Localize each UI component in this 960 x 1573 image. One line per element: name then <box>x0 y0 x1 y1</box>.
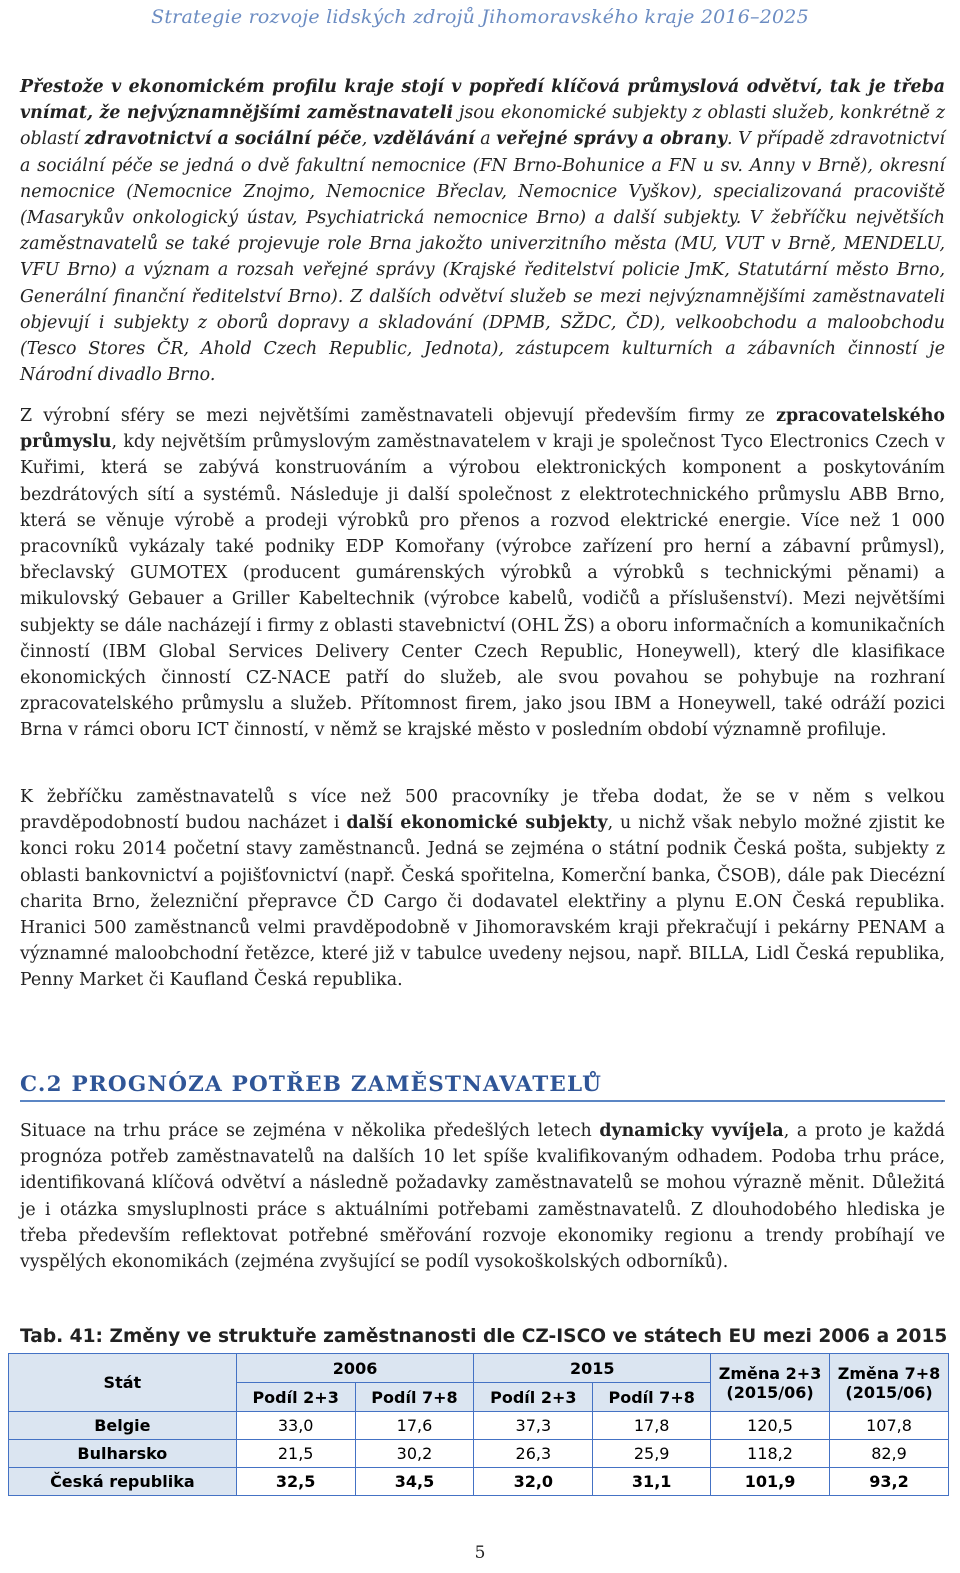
header-2006: 2006 <box>236 1354 474 1383</box>
table-cell: 30,2 <box>355 1440 474 1468</box>
body-text: Z výrobní sféry se mezi největšími zaměstnavateli objevují především firmy ze <box>20 406 777 426</box>
body-text: jsou ekonomické subjekty z oblasti služeb, konkrétně z oblastí <box>20 103 945 150</box>
body-text: , u nichž však nebylo možné zjistit ke konci roku 2014 početní stavy zaměstnanců. Jedná se zejména o státní podnik Česká pošta, subjekty z oblasti bankovnictví a pojišťovnictví (např. Česká spořitelna, Komerční banka, ČSOB), dále pak Diecézní charita Brno, železniční přepravce ČD Cargo či dodavatel elektřiny a plynu E.ON Česká republika. Hranici 500 zaměstnanců velmi pravděpodobně v Jihomoravském kraji překračují i pekárny PENAM a významné maloobchodní řetězce, které již v tabulce uvedeny nejsou, např. BILLA, Lidl Česká republika, Penny Market či Kaufland Česká republika. <box>20 813 945 991</box>
emphasis-text: vzdělávání <box>372 129 475 150</box>
emphasis-text: veřejné správy a obrany <box>496 129 727 150</box>
paragraph-manufacturing-employers <box>20 403 945 744</box>
header-share-78-2015: Podíl 7+8 <box>593 1383 711 1412</box>
row-country: Bulharsko <box>9 1440 237 1468</box>
body-text: , a proto je každá prognóza potřeb zaměstnavatelů na dalších 10 let spíše kvalifikovaným odhadem. Podoba trhu práce, identifikovaná klíčová odvětví a následně požadavky zaměstnavatelů se mohou výrazně měnit. Důležitá je i otázka smysluplnosti práce s aktuálními potřebami zaměstnavatelů. Z dlouhodobého hlediska je třeba především reflektovat potřebné směřování rozvoje ekonomiky regionu a trendy probíhají ve vyspělých ekonomikách (zejména zvyšující se podíl vysokoškolských odborníků). <box>20 1121 946 1273</box>
header-line: (2015/06) <box>726 1382 814 1402</box>
table-row <box>9 1440 949 1468</box>
table-cell: 33,0 <box>236 1412 355 1440</box>
table-cell: 34,5 <box>355 1468 474 1496</box>
header-change-23 <box>711 1354 830 1412</box>
table-cell: 107,8 <box>830 1412 949 1440</box>
table-cell: 32,0 <box>474 1468 593 1496</box>
table-cell: 118,2 <box>711 1440 830 1468</box>
section-heading: C.2 PROGNÓZA POTŘEB ZAMĚSTNAVATELŮ <box>20 1072 603 1097</box>
header-share-23-2015: Podíl 2+3 <box>474 1383 593 1412</box>
body-text: . V případě zdravotnictví a sociální péče se jedná o dvě fakultní nemocnice (FN Brno-Bohunice a FN u sv. Anny v Brně), okresní nemocnice (Nemocnice Znojmo, Nemocnice Břeclav, Nemocnice Vyškov), specializovaná pracoviště (Masarykův onkologický ústav, Psychiatrická nemocnice Brno) a další subjekty. V žebříčku největších zaměstnavatelů se také projevuje role Brna jakožto univerzitního města (MU, VUT v Brně, MENDELU, VFU Brno) a význam a rozsah veřejné správy (Krajské ředitelství policie JmK, Statutární město Brno, Generální finanční ředitelství Brno). Z dalších odvětví služeb se mezi nejvýznamnějšími zaměstnavateli objevují i subjekty z oborů dopravy a skladování (DPMB, SŽDC, ČD), velkoobchodu a maloobchodu (Tesco Stores ČR, Ahold Czech Republic, Jednota), zástupcem kulturních a zábavních činností je Národní divadlo Brno. <box>20 129 945 386</box>
body-text: a <box>474 129 497 150</box>
paragraph-labour-market-forecast <box>20 1118 945 1275</box>
table-cell: 31,1 <box>593 1468 711 1496</box>
table-cell: 37,3 <box>474 1412 593 1440</box>
table-cell: 93,2 <box>830 1468 949 1496</box>
table-cell: 101,9 <box>711 1468 830 1496</box>
paragraph-other-economic-subjects <box>20 784 945 994</box>
row-country: Česká republika <box>9 1468 237 1496</box>
header-line: Změna 2+3 <box>718 1363 822 1383</box>
table-cell: 17,8 <box>593 1412 711 1440</box>
table-caption: Tab. 41: Změny ve struktuře zaměstnanosti dle CZ-ISCO ve státech EU mezi 2006 a 2015 <box>20 1326 948 1347</box>
body-text: , kdy největším průmyslovým zaměstnavatelem v kraji je společnost Tyco Electronics Czech v Kuřimi, která se zabývá konstruováním a výrobou elektronických komponent a poskytováním bezdrátových sítí a systémů. Následuje ji další společnost z elektrotechnického průmyslu ABB Brno, která se věnuje výrobě a prodeji výrobků pro přenos a rozvod elektrické energie. Více než 1 000 pracovníků vykázaly také podniky EDP Komořany (výrobce zařízení pro herní a zábavní průmysl), břeclavský GUMOTEX (producent gumárenských výrobků a výrobků s technickými pěnami) a mikulovský Gebauer a Griller Kabeltechnik (výrobce kabelů, vodičů a příslušenství). Mezi největšími subjekty se dále nacházejí i firmy z oblasti stavebnictví (OHL ŽS) a oboru informačních a komunikačních činností (IBM Global Services Delivery Center Czech Republic, Honeywell), který dle klasifikace ekonomických činností CZ-NACE patří do služeb, ale svou povahou se pohybuje na rozhraní zpracovatelského průmyslu a služeb. Přítomnost firem, jako jsou IBM a Honeywell, také odráží pozici Brna v rámci oboru ICT činností, v němž se krajské město v posledním období významně profiluje. <box>20 432 945 741</box>
body-text: Situace na trhu práce se zejména v několika předešlých letech <box>20 1121 600 1141</box>
table-cell: 120,5 <box>711 1412 830 1440</box>
emphasis-text: dynamicky vyvíjela <box>599 1121 784 1141</box>
header-share-78-2006: Podíl 7+8 <box>355 1383 474 1412</box>
paragraph-largest-employers-services <box>20 74 945 388</box>
table-cell: 25,9 <box>593 1440 711 1468</box>
body-text: , <box>361 129 373 150</box>
emphasis-text: Přestože v ekonomickém profilu kraje stojí v popředí klíčová průmyslová odvětví, tak je třeba vnímat, že nejvýznamnějšími zaměstnavateli <box>20 77 945 124</box>
employment-structure-table <box>8 1353 949 1496</box>
emphasis-text: zdravotnictví a sociální péče <box>84 129 362 150</box>
table-cell: 21,5 <box>236 1440 355 1468</box>
table-cell: 17,6 <box>355 1412 474 1440</box>
row-country: Belgie <box>9 1412 237 1440</box>
table-cell: 82,9 <box>830 1440 949 1468</box>
header-change-78 <box>830 1354 949 1412</box>
header-line: Změna 7+8 <box>837 1363 941 1383</box>
emphasis-text: zpracovatelského průmyslu <box>20 406 945 453</box>
emphasis-text: další ekonomické subjekty <box>346 813 608 834</box>
table-row <box>9 1468 949 1496</box>
header-line: (2015/06) <box>845 1382 933 1402</box>
running-header: Strategie rozvoje lidských zdrojů Jihomoravského kraje 2016–2025 <box>151 6 809 28</box>
table-cell: 32,5 <box>236 1468 355 1496</box>
header-2015: 2015 <box>474 1354 711 1383</box>
header-share-23-2006: Podíl 2+3 <box>236 1383 355 1412</box>
body-text: K žebříčku zaměstnavatelů s více než 500 pracovníky je třeba dodat, že se v něm s velkou pravděpodobností budou nacházet i <box>20 787 945 834</box>
header-stat: Stát <box>9 1354 237 1412</box>
table-row <box>9 1412 949 1440</box>
table-cell: 26,3 <box>474 1440 593 1468</box>
page-number: 5 <box>474 1543 486 1563</box>
section-underline <box>20 1100 945 1102</box>
